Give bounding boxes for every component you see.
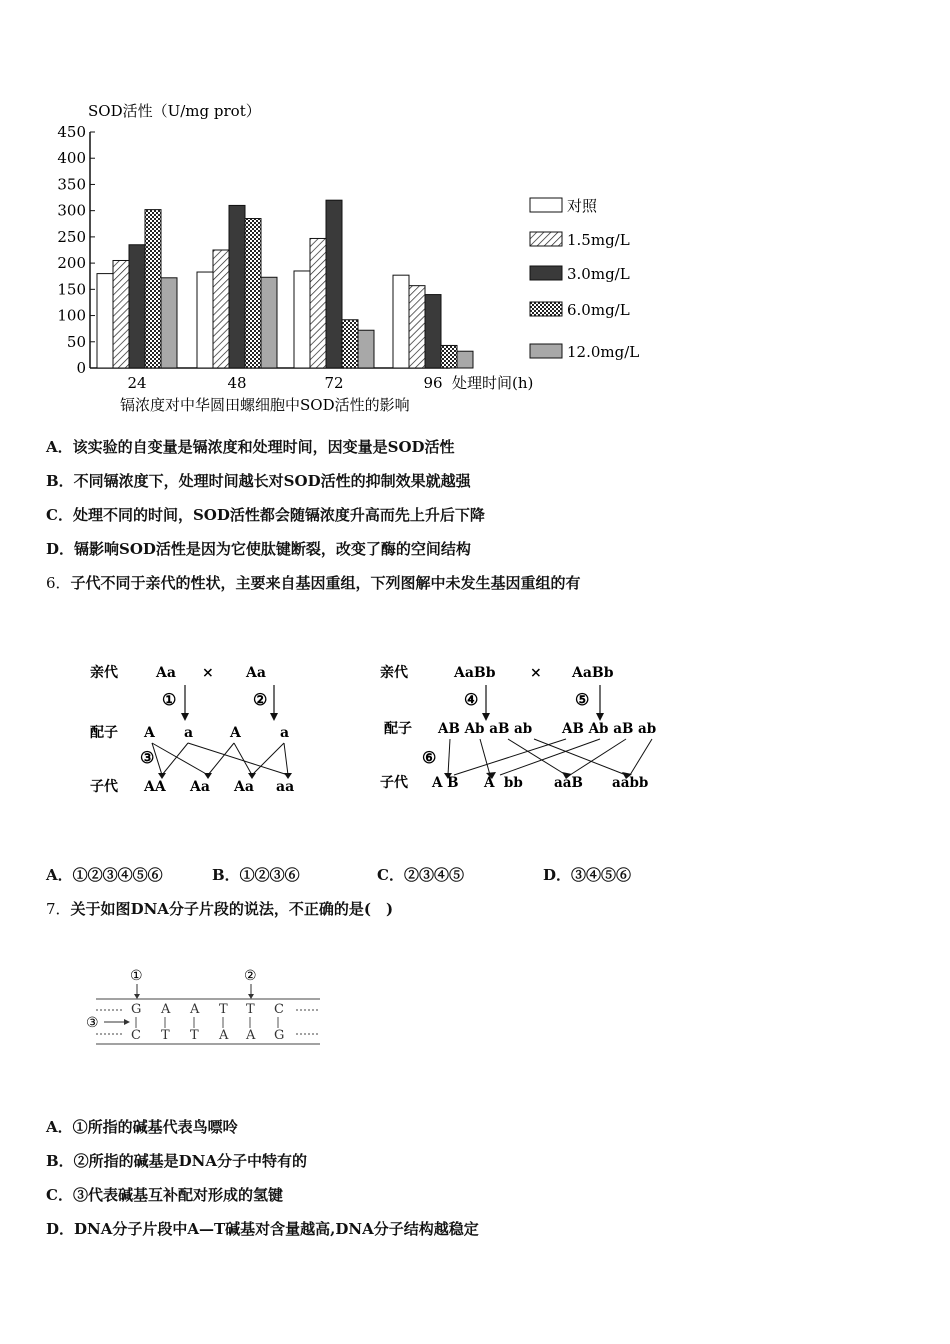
x-tick-label: 96 [423,374,443,392]
base-bottom-4: A [219,1028,229,1043]
offspring-4: aa [276,779,295,795]
q7-option-a: A．①所指的碱基代表鸟嘌呤 [46,1118,238,1136]
q6-option-a: A．①②③④⑤⑥ [46,866,163,884]
base-top-2: A [161,1002,171,1017]
gametes-parent2: AB Ab aB ab [562,721,657,737]
gamete-2: a [184,725,194,741]
bar-96h-series-4 [441,345,457,368]
x-tick-label: 72 [324,374,344,392]
bar-24h-series-4 [145,210,161,368]
q7-stem-dna: DNA [130,900,169,918]
y-tick-label: 100 [57,306,86,325]
gametes-parent1: AB Ab aB ab [438,721,533,737]
y-axis-label: SOD活性（U/mg prot） [88,102,261,120]
legend-swatch [530,266,562,280]
q6-option-c: C．②③④⑤ [377,866,464,884]
offspring-1: AA [144,779,166,795]
base-top-1: G [131,1002,142,1017]
q6-number: 6． [46,574,71,592]
bar-72h-series-1 [294,271,310,368]
y-tick-label: 0 [76,359,86,377]
x-tick-label: 24 [127,374,147,392]
marker-3: ③ [86,1015,99,1031]
base-bottom-5: A [246,1028,256,1043]
sod-bar-chart [40,92,660,422]
offspring-1: A B [432,775,459,791]
arrowhead-2 [270,713,278,721]
q7-stem [46,898,393,919]
offspring-2: A bb [484,775,523,791]
base-bottom-6: G [274,1028,285,1043]
bar-24h-series-5 [161,278,177,368]
q7-number: 7． [46,900,71,918]
q7-stem-post: 分子片段的说法，不正确的是( ) [168,900,394,918]
arrowhead-1 [134,994,140,999]
base-bottom-2: T [161,1028,170,1043]
arrowhead-5 [596,713,604,721]
arrowhead-2 [248,994,254,999]
parent-label: 亲代 [380,665,408,681]
base-top-5: T [246,1002,255,1017]
legend-label: 6.0mg/L [567,301,630,319]
combination-lines [448,739,652,775]
y-tick-label: 50 [66,332,86,351]
q5-option-a: A．该实验的自变量是镉浓度和处理时间，因变量是SOD活性 [46,438,455,456]
y-tick-label: 250 [57,227,86,246]
offspring-2: Aa [190,779,210,795]
marker-4: ④ [464,690,479,709]
q7-stem-pre: 关于如图 [70,900,131,918]
marker-2: ② [253,690,268,709]
dna-fragment-diagram [84,962,334,1054]
q5-option-d: D．镉影响SOD活性是因为它使肽键断裂，改变了酶的空间结构 [46,540,471,558]
legend-label: 对照 [567,197,598,215]
bar-96h-series-5 [457,351,473,368]
marker-3: ③ [140,748,155,767]
bar-24h-series-1 [97,274,113,368]
base-top-4: T [219,1002,228,1017]
bar-24h-series-2 [113,260,129,368]
y-tick-label: 350 [57,175,86,194]
legend-swatch [530,344,562,358]
offspring-label: 子代 [90,779,118,795]
bar-24h-series-3 [129,245,145,368]
marker-1: ① [162,690,177,709]
x-tick-label: 48 [227,374,247,392]
bar-48h-series-3 [229,205,245,368]
parent-label: 亲代 [90,665,118,681]
parent1: Aa [156,665,176,681]
arrowhead-4 [482,713,490,721]
arrowhead-3 [124,1019,130,1025]
q6-stem-text: 子代不同于亲代的性状，主要来自基因重组，下列图解中未发生基因重组的有 [70,574,581,592]
combination-lines [152,743,288,775]
y-tick-label: 150 [57,280,86,299]
x-axis-label: 处理时间(h) [452,374,534,392]
q6-stem [46,572,581,593]
offspring-4: aabb [612,775,649,791]
offspring-3: Aa [234,779,254,795]
marker-2: ② [244,968,257,984]
base-bottom-3: T [190,1028,199,1043]
parent2: Aa [246,665,266,681]
cross-sign: × [530,665,542,681]
q5-option-c: C．处理不同的时间，SOD活性都会随镉浓度升高而先上升后下降 [46,506,485,524]
q5-option-b: B．不同镉浓度下，处理时间越长对SOD活性的抑制效果就越强 [46,472,471,490]
bar-96h-series-2 [409,286,425,368]
parent2: AaBb [572,665,614,681]
base-bottom-1: C [131,1028,141,1043]
legend-label: 1.5mg/L [567,231,630,249]
cross-diagram-aa [80,655,320,805]
arrowhead-1 [181,713,189,721]
top-strand [131,1002,284,1017]
cross-diagram-aabb [370,655,680,805]
chart-title: 镉浓度对中华圆田螺细胞中SOD活性的影响 [120,396,410,414]
legend-swatch [530,198,562,212]
combination-arrowheads [444,772,632,779]
bar-48h-series-2 [213,250,229,368]
bottom-strand [131,1028,284,1043]
bar-96h-series-1 [393,275,409,368]
y-tick-label: 400 [57,149,86,168]
q7-option-d: D．DNA分子片段中A—T碱基对含量越高,DNA分子结构越稳定 [46,1220,479,1238]
gamete-label: 配子 [90,725,118,741]
bar-72h-series-4 [342,320,358,368]
offspring-label: 子代 [380,775,408,791]
bar-96h-series-3 [425,295,441,368]
base-top-6: C [274,1002,284,1017]
hydrogen-bond-lines [136,1017,278,1028]
q6-option-b: B．①②③⑥ [212,866,300,884]
q7-option-b: B．②所指的碱基是DNA分子中特有的 [46,1152,308,1170]
bar-48h-series-4 [245,219,261,368]
legend-swatch [530,302,562,316]
gamete-3: A [230,725,241,741]
marker-6: ⑥ [422,748,437,767]
legend-label: 12.0mg/L [567,343,640,361]
y-tick-label: 300 [57,201,86,220]
gamete-label: 配子 [384,721,412,737]
offspring-3: aaB [554,775,583,791]
legend-swatch [530,232,562,246]
bar-72h-series-2 [310,238,326,368]
base-top-3: A [190,1002,200,1017]
combination-arrowheads [158,773,292,779]
bar-72h-series-3 [326,200,342,368]
q6-option-d: D．③④⑤⑥ [543,866,632,884]
gamete-4: a [280,725,290,741]
y-tick-label: 200 [57,254,86,273]
marker-1: ① [130,968,143,984]
legend-label: 3.0mg/L [567,265,630,283]
q7-option-c: C．③代表碱基互补配对形成的氢键 [46,1186,283,1204]
parent1: AaBb [454,665,496,681]
y-tick-label: 450 [57,123,86,141]
bar-48h-series-5 [261,277,277,368]
gamete-1: A [144,725,155,741]
marker-5: ⑤ [575,690,590,709]
cross-sign: × [202,665,214,681]
bar-72h-series-5 [358,330,374,368]
bar-48h-series-1 [197,272,213,368]
